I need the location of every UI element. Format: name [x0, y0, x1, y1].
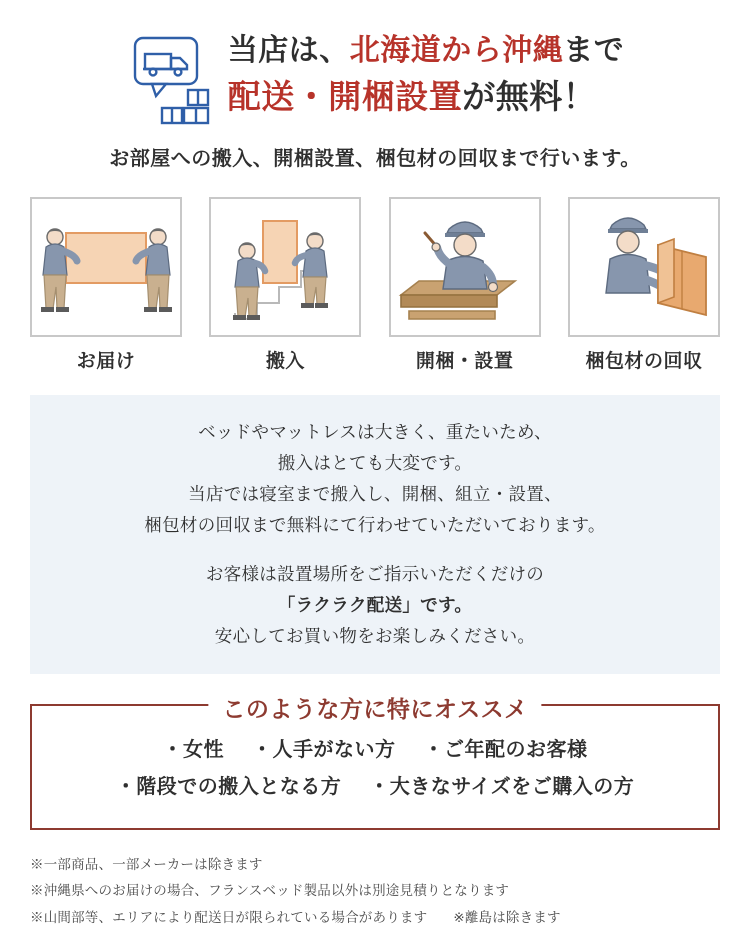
- recommendation-item: ・階段での搬入となる方: [115, 775, 342, 798]
- movers-carrying-up-stairs-icon: [209, 197, 361, 337]
- two-movers-carrying-mattress-icon: [30, 197, 182, 337]
- delivery-truck-icon: [126, 34, 222, 134]
- recommendation-box: [30, 695, 720, 830]
- headline-line-2: [228, 76, 625, 117]
- note-line: ※山間部等、エリアにより配送日が限られている場合があります: [30, 909, 428, 925]
- description-line-3: 当店では寝室まで搬入し、開梱、組立・設置、: [188, 484, 562, 505]
- description-line-6: 「ラクラク配送」です。: [277, 594, 473, 615]
- step-item: [30, 197, 182, 373]
- recommendation-row-1: [32, 732, 718, 769]
- recommendation-item: ・女性: [162, 738, 224, 761]
- headline-1-part-2: 北海道から沖縄: [349, 34, 564, 67]
- recommendation-item: ・大きなサイズをご購入の方: [369, 775, 635, 798]
- note-line: ※離島は除きます: [453, 909, 561, 925]
- headline-1-part-1: 当店は、: [227, 34, 350, 67]
- headline-2-part-2: が無料！: [462, 77, 597, 115]
- step-item: [209, 197, 361, 373]
- steps-row: [0, 171, 750, 373]
- note-line: ※沖縄県へのお届けの場合、フランスベッド製品以外は別途見積りとなります: [30, 883, 510, 899]
- step-label: 開梱・設置: [415, 351, 514, 372]
- recommendation-item: ・ご年配のお客様: [423, 738, 588, 761]
- recommendation-item: ・人手がない方: [252, 738, 396, 761]
- worker-assembling-bed-frame-icon: [389, 197, 541, 337]
- note-line: ※一部商品、一部メーカーは除きます: [30, 856, 263, 872]
- banner-header: [0, 0, 750, 126]
- headline-line-1: [228, 32, 625, 70]
- step-item: [389, 197, 541, 373]
- description-panel: [30, 395, 720, 674]
- recommendation-row-2: [32, 769, 718, 806]
- description-line-4: 梱包材の回収まで無料にて行わせていただいております。: [144, 515, 606, 536]
- step-item: [568, 197, 720, 373]
- notes-block: [30, 852, 720, 931]
- description-line-5: お客様は設置場所をご指示いただくだけの: [205, 563, 545, 584]
- step-label: お届け: [76, 351, 136, 372]
- headline-2-part-1: 配送・開梱設置: [227, 77, 463, 115]
- description-line-2: 搬入はとても大変です。: [277, 453, 473, 474]
- note-line-group: [30, 905, 720, 931]
- description-line-1: ベッドやマットレスは大きく、重たいため、: [198, 422, 552, 442]
- headline-group: [228, 26, 625, 117]
- worker-carrying-cardboard-icon: [568, 197, 720, 337]
- description-spacer: [40, 542, 710, 559]
- step-label: 梱包材の回収: [585, 351, 703, 372]
- description-line-7: 安心してお買い物をお楽しみください。: [214, 625, 536, 646]
- step-label: 搬入: [265, 351, 305, 372]
- recommendation-title: このような方に特にオススメ: [208, 691, 541, 724]
- subheadline: お部屋への搬入、開梱設置、梱包材の回収まで行います。: [109, 148, 641, 170]
- headline-1-part-3: まで: [563, 34, 625, 67]
